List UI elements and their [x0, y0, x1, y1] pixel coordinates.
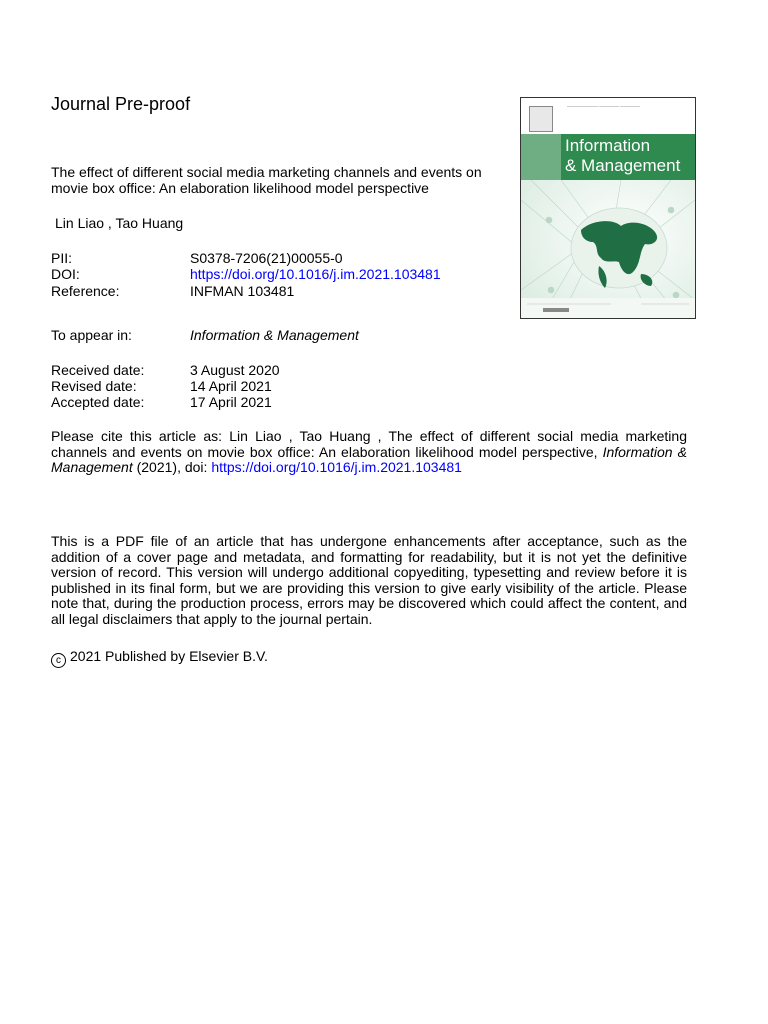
revised-label: Revised date: — [51, 378, 137, 394]
article-title: The effect of different social media marketing channels and events on movie box office: An elaboration likelihood model perspective — [51, 164, 482, 196]
accepted-label: Accepted date: — [51, 394, 145, 410]
elsevier-logo-icon — [529, 106, 553, 132]
globe-illustration-icon — [521, 180, 695, 318]
cover-meta-strip: ─────────── ─────── ─────── — [567, 104, 641, 109]
reference-label: Reference: — [51, 283, 120, 299]
journal-cover — [520, 97, 696, 319]
appear-label: To appear in: — [51, 327, 132, 343]
received-value: 3 August 2020 — [190, 362, 280, 378]
cover-title-line1: Information — [565, 136, 651, 155]
revised-value: 14 April 2021 — [190, 378, 272, 394]
citation-text: Please cite this article as: Lin Liao , Tao Huang , The effect of different social media marketing channels and events on movie box office: An elaboration likelihood model perspective, — [51, 428, 687, 460]
reference-value: INFMAN 103481 — [190, 283, 295, 299]
copyright-icon: c — [51, 653, 66, 668]
doi-label: DOI: — [51, 266, 80, 282]
doi-link[interactable]: https://doi.org/10.1016/j.im.2021.103481 — [190, 266, 441, 282]
cover-title-line2: & Management — [565, 156, 681, 175]
citation-doi-link[interactable]: https://doi.org/10.1016/j.im.2021.103481 — [211, 459, 462, 476]
citation-journal: Information & Management — [51, 443, 687, 476]
copyright-line — [51, 648, 268, 668]
author-name: Tao Huang — [115, 215, 184, 231]
citation-paragraph — [51, 429, 687, 476]
received-label: Received date: — [51, 362, 145, 378]
pre-proof-notice: This is a PDF file of an article that has undergone enhancements after acceptance, such as the addition of a cover page and metadata, and formatting for readability, but it is not yet the definitive version of record. This version will undergo additional copyediting, typesetting and review before it is published in its final form, but we are providing this version to give early visibility of the article. Please note that, during the production process, errors may be discovered which could affect the content, and all legal disclaimers that apply to the journal pertain. — [51, 533, 687, 627]
copyright-text: 2021 Published by Elsevier B.V. — [70, 648, 268, 664]
document-heading: Journal Pre-proof — [51, 94, 191, 114]
accepted-value: 17 April 2021 — [190, 394, 272, 410]
journal-name: Information & Management — [190, 327, 359, 343]
citation-mid: (2021), doi: — [132, 459, 212, 476]
author-name: Lin Liao , — [55, 215, 112, 231]
pii-value: S0378-7206(21)00055-0 — [190, 250, 343, 266]
cover-band-accent — [521, 134, 561, 180]
pii-label: PII: — [51, 250, 73, 266]
author-list — [55, 215, 183, 231]
